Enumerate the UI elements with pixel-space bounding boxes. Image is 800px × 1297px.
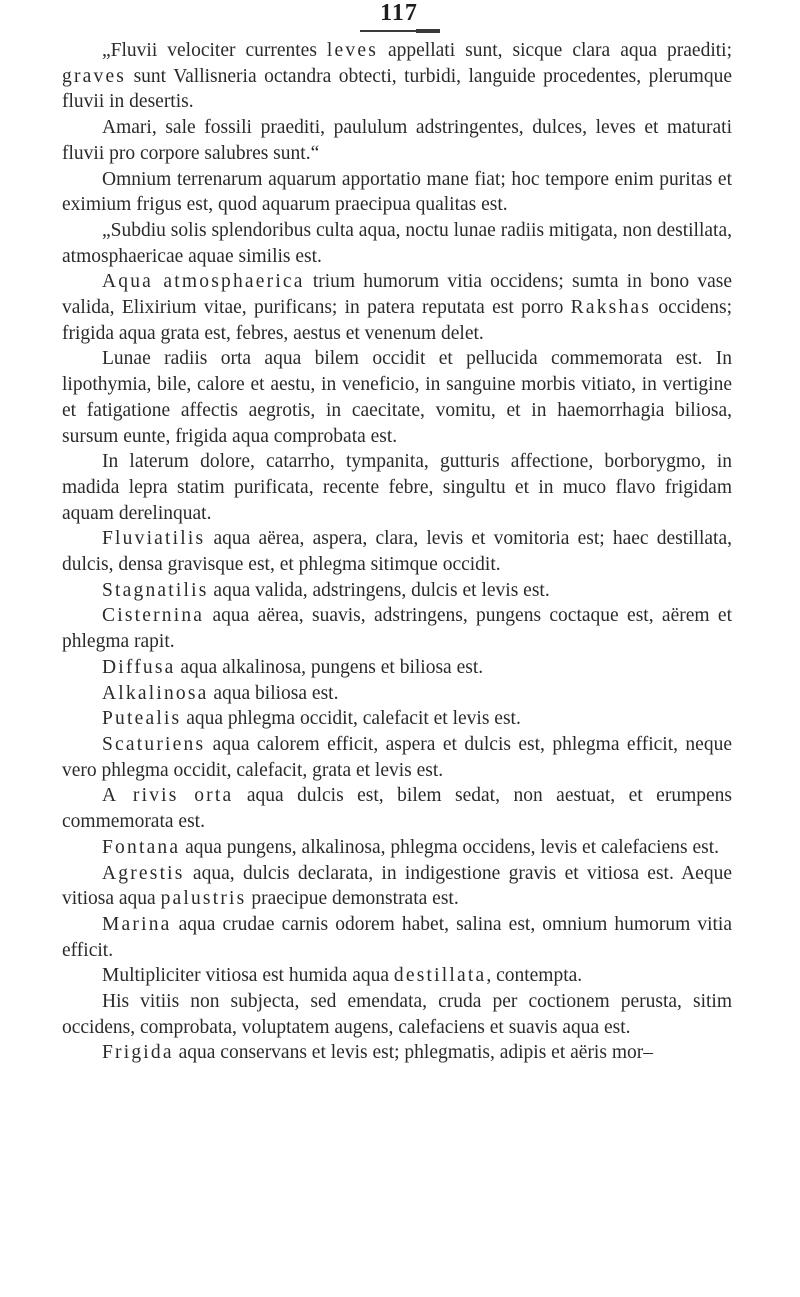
emphasized-term: Aqua atmosphaerica xyxy=(102,271,305,293)
emphasized-term: A rivis orta xyxy=(102,785,234,807)
paragraph xyxy=(62,38,732,115)
text-run: Lunae radiis orta aqua bilem occidit et pellucida commemorata est. In lipothymia, bile, calore et aestu, in veneficio, in sanguine morbis vitiato, in vertigine et fatigatione affectis aegrotis, in caecitate, vomitu, et in haemorrhagia biliosa, sursum eunte, frigida aqua comprobata est. xyxy=(62,348,732,447)
page-number: 117 xyxy=(380,0,418,26)
paragraph xyxy=(62,655,732,681)
text-run: „Fluvii velociter currentes xyxy=(102,40,327,61)
text-run: appellati sunt, sicque clara aqua praediti; xyxy=(378,40,732,61)
emphasized-term: graves xyxy=(62,65,127,87)
text-run: aqua pungens, alkalinosa, phlegma occidens, levis et calefaciens est. xyxy=(180,836,719,858)
paragraph xyxy=(62,861,732,912)
body-text xyxy=(62,38,732,1066)
text-run: occidens; frigida aqua grata est, febres, aestus et venenum delet. xyxy=(62,297,732,344)
text-run: aqua aërea, aspera, clara, levis et vomitoria est; haec destillata, dulcis, densa gravisque est, et phlegma sitimque occidit. xyxy=(62,528,732,576)
emphasized-term: leves xyxy=(326,40,378,61)
paragraph xyxy=(62,218,732,269)
text-run: „Subdiu solis splendoribus culta aqua, noctu lunae radiis mitigata, non destillata, atmosphaericae aquae similis est. xyxy=(62,219,732,267)
text-run: aqua valida, adstringens, dulcis et levis est. xyxy=(208,579,550,601)
paragraph xyxy=(62,783,732,834)
header-rule xyxy=(360,30,440,32)
text-run: aqua biliosa est. xyxy=(208,682,339,704)
text-run: aqua phlegma occidit, calefacit et levis est. xyxy=(181,708,521,730)
paragraph xyxy=(62,681,732,707)
paragraph xyxy=(62,269,732,346)
emphasized-term: Stagnatilis xyxy=(102,579,209,601)
emphasized-term: Fontana xyxy=(102,836,181,858)
emphasized-term: Putealis xyxy=(102,708,182,730)
paragraph xyxy=(62,989,732,1040)
emphasized-term: Fluviatilis xyxy=(102,528,206,550)
paragraph xyxy=(62,835,732,861)
paragraph xyxy=(62,603,732,654)
paragraph xyxy=(62,578,732,604)
emphasized-term: Marina xyxy=(102,913,172,935)
paragraph xyxy=(62,963,732,989)
text-run: In laterum dolore, catarrho, tympanita, gutturis affectione, borborygmo, in madida lepra statim purificata, recente febre, singultu et in muco flavo frigidam aquam derelinquat. xyxy=(62,451,732,524)
emphasized-term: Cisternina xyxy=(102,605,205,627)
text-run: aqua calorem efficit, aspera et dulcis est, phlegma efficit, neque vero phlegma occidit, calefacit, grata et levis est. xyxy=(62,733,732,781)
text-run: aqua dulcis est, bilem sedat, non aestuat, et erumpens commemorata est. xyxy=(62,785,732,833)
text-run: sunt Vallisneria octandra obtecti, turbidi, languide procedentes, plerumque fluvii in desertis. xyxy=(62,65,732,113)
text-run: aqua alkalinosa, pungens et biliosa est. xyxy=(175,656,484,678)
text-run: aqua conservans et levis est; phlegmatis, adipis et aëris mor– xyxy=(173,1042,653,1064)
emphasized-term: Diffusa xyxy=(102,656,176,678)
paragraph xyxy=(62,167,732,218)
text-run: praecipue demonstrata est. xyxy=(246,888,459,910)
paragraph xyxy=(62,1040,732,1066)
text-run: aqua aërea, suavis, adstringens, pungens coctaque est, aërem et phlegma rapit. xyxy=(62,605,732,653)
paragraph xyxy=(62,346,732,449)
text-run: aqua, dulcis declarata, in indigestione gravis et vitiosa est. Aeque vitiosa aqua xyxy=(62,862,732,910)
emphasized-term: destillata xyxy=(393,965,487,987)
text-run: aqua crudae carnis odorem habet, salina est, omnium humorum vitia efficit. xyxy=(62,913,732,961)
text-run: His vitiis non subjecta, sed emendata, cruda per coctionem perusta, sitim occidens, comprobata, voluptatem augens, calefaciens et suavis aqua est. xyxy=(62,991,732,1038)
text-run: , contempta. xyxy=(486,965,583,987)
emphasized-term: Scaturiens xyxy=(102,733,206,755)
emphasized-term: Frigida xyxy=(102,1042,174,1064)
paragraph xyxy=(62,706,732,732)
paragraph xyxy=(62,732,732,783)
paragraph xyxy=(62,115,732,166)
text-run: trium humorum vitia occidens; sumta in bono vase valida, Elixirium vitae, purificans; in patera reputata est porro xyxy=(62,271,732,319)
text-run: Omnium terrenarum aquarum apportatio mane fiat; hoc tempore enim puritas et eximium frigus est, quod aquarum praecipua qualitas est. xyxy=(62,168,732,216)
paragraph xyxy=(62,526,732,577)
emphasized-term: Agrestis xyxy=(102,862,185,884)
emphasized-term: Alkalinosa xyxy=(102,682,209,704)
emphasized-term: palustris xyxy=(160,888,247,910)
text-run: Multipliciter vitiosa est humida aqua xyxy=(102,965,394,987)
emphasized-term: Rakshas xyxy=(570,297,652,319)
paragraph xyxy=(62,912,732,963)
text-run: Amari, sale fossili praediti, paululum adstringentes, dulces, leves et maturati fluvii pro corpore salubres sunt.“ xyxy=(62,117,732,164)
paragraph xyxy=(62,449,732,526)
